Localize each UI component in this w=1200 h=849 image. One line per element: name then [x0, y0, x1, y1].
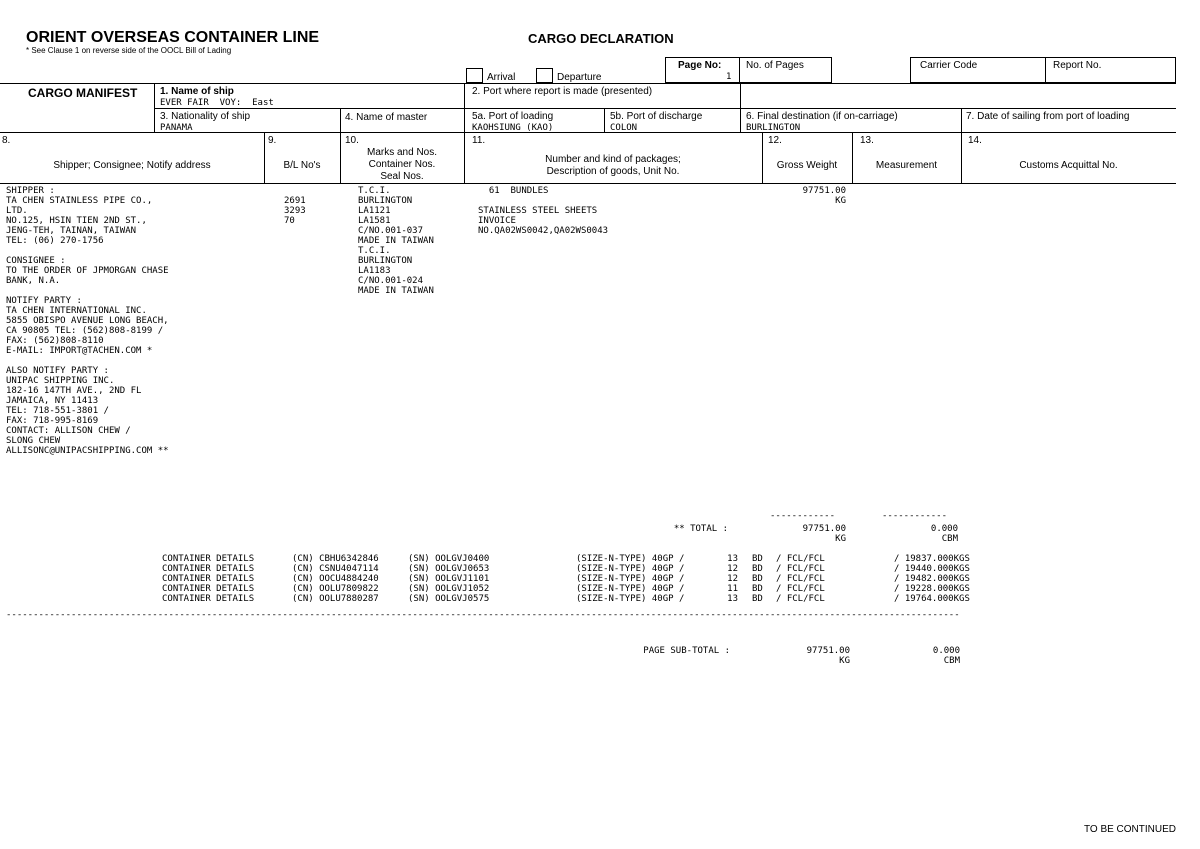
- container-weight: / 19764.000KGS: [894, 594, 970, 604]
- package-count: 13: [727, 554, 738, 564]
- seal-number: (SN) OOLGVJ0653: [408, 564, 490, 574]
- container-number: (CN) OOLU7809822: [292, 584, 379, 594]
- size-type: (SIZE-N-TYPE) 40GP /: [576, 564, 685, 574]
- package-unit: BD: [752, 584, 763, 594]
- carrier-code-label: Carrier Code: [920, 60, 978, 71]
- container-number: (CN) CSNU4047114: [292, 564, 379, 574]
- total-weight-dashes: ------------: [770, 511, 836, 521]
- company-name: ORIENT OVERSEAS CONTAINER LINE: [26, 29, 320, 46]
- container-label: CONTAINER DETAILS: [162, 584, 255, 594]
- package-unit: BD: [752, 564, 763, 574]
- date-sailing-label: 7. Date of sailing from port of loading: [966, 111, 1130, 122]
- col-9-number: 9.: [268, 135, 277, 146]
- port-loading-value: KAOHSIUNG (KAO): [472, 123, 554, 133]
- final-destination-label: 6. Final destination (if on-carriage): [746, 111, 898, 122]
- package-count: 12: [727, 574, 738, 584]
- bl-numbers: 2691 3293 70: [284, 196, 306, 226]
- port-report-label: 2. Port where report is made (presented): [472, 86, 653, 97]
- packages-block: 61 BUNDLES STAINLESS STEEL SHEETS INVOICE NO.QA02WS0042,QA02WS0043: [478, 186, 609, 236]
- col-8-number: 8.: [2, 135, 11, 146]
- seal-number: (SN) OOLGVJ1052: [408, 584, 490, 594]
- total-measure: 0.000: [930, 524, 958, 534]
- col-11-number: 11.: [472, 135, 486, 146]
- port-discharge-label: 5b. Port of discharge: [610, 111, 703, 122]
- col-13-header: Measurement: [875, 160, 938, 171]
- to-be-continued: TO BE CONTINUED: [1083, 824, 1176, 835]
- port-loading-label: 5a. Port of loading: [472, 111, 554, 122]
- package-count: 11: [727, 584, 738, 594]
- col-12-header: Gross Weight: [776, 160, 838, 171]
- subtotal-weight: 97751.00: [806, 646, 850, 656]
- size-type: (SIZE-N-TYPE) 40GP /: [576, 584, 685, 594]
- total-weight: 97751.00: [802, 524, 846, 534]
- container-number: (CN) CBHU6342846: [292, 554, 379, 564]
- total-weight-unit: KG: [835, 534, 846, 544]
- col-13-number: 13.: [860, 135, 874, 146]
- subtotal-label: PAGE SUB-TOTAL :: [643, 646, 730, 656]
- col-10-number: 10.: [345, 135, 359, 146]
- separator-line: --------------------------------------------------------------------------------------------------------------------------------------------------------------------------------: [6, 610, 960, 620]
- col-10-header-line2: Container Nos.: [368, 159, 436, 170]
- ship-name-value: EVER FAIR VOY: East: [160, 98, 274, 108]
- container-number: (CN) OOLU7880287: [292, 594, 379, 604]
- col-11-header-line2: Description of goods, Unit No.: [546, 166, 680, 177]
- subtotal-measure-unit: CBM: [943, 656, 960, 666]
- service-type: / FCL/FCL: [776, 594, 825, 604]
- no-of-pages-label: No. of Pages: [746, 60, 804, 71]
- manifest-title: CARGO MANIFEST: [28, 86, 138, 100]
- seal-number: (SN) OOLGVJ0575: [408, 594, 490, 604]
- container-details: [0, 554, 1200, 610]
- service-type: / FCL/FCL: [776, 584, 825, 594]
- col-8-header: Shipper; Consignee; Notify address: [53, 160, 211, 171]
- master-label: 4. Name of master: [345, 112, 428, 123]
- page-no-value: 1: [726, 72, 732, 82]
- service-type: / FCL/FCL: [776, 554, 825, 564]
- package-unit: BD: [752, 554, 763, 564]
- port-discharge-value: COLON: [610, 123, 638, 133]
- container-number: (CN) OOCU4884240: [292, 574, 379, 584]
- col-14-number: 14.: [968, 135, 982, 146]
- parties-block: SHIPPER : TA CHEN STAINLESS PIPE CO., LTD. NO.125, HSIN TIEN 2ND ST., JENG-TEH, TAINAN, TAIWAN TEL: (06) 270-1756 CONSIGNEE : TO THE ORDER OF JPMORGAN CHASE BANK, N.A. NOTIFY PARTY : TA CHEN INTERNATIONAL INC. 5855 OBISPO AVENUE LONG BEACH, CA 90805 TEL: (562)808-8199 / FAX: (562)808-8110 E-MAIL: IMPORT@TACHEN.COM * ALSO NOTIFY PARTY : UNIPAC SHIPPING INC. 182-16 147TH AVE., 2ND FL JAMAICA, NY 11413 TEL: 718-551-3801 / FAX: 718-995-8169 CONTACT: ALLISON CHEW / SLONG CHEW ALLISONC@UNIPACSHIPPING.COM **: [6, 186, 169, 456]
- report-no-label: Report No.: [1053, 60, 1102, 71]
- final-destination-value: BURLINGTON: [746, 123, 801, 133]
- arrival-checkbox[interactable]: [466, 68, 483, 83]
- total-measure-unit: CBM: [941, 534, 958, 544]
- seal-number: (SN) OOLGVJ1101: [408, 574, 490, 584]
- arrival-label: Arrival: [487, 72, 516, 83]
- seal-number: (SN) OOLGVJ0400: [408, 554, 490, 564]
- col-14-header: Customs Acquittal No.: [1019, 160, 1118, 171]
- nationality-value: PANAMA: [160, 123, 193, 133]
- size-type: (SIZE-N-TYPE) 40GP /: [576, 554, 685, 564]
- container-label: CONTAINER DETAILS: [162, 574, 255, 584]
- container-label: CONTAINER DETAILS: [162, 564, 255, 574]
- departure-label: Departure: [557, 72, 602, 83]
- ship-name-label: 1. Name of ship: [160, 86, 234, 97]
- gross-weight-unit: KG: [835, 196, 846, 206]
- total-measure-dashes: ------------: [882, 511, 948, 521]
- container-label: CONTAINER DETAILS: [162, 554, 255, 564]
- document-title: CARGO DECLARATION: [528, 31, 674, 46]
- package-count: 13: [727, 594, 738, 604]
- col-12-number: 12.: [768, 135, 782, 146]
- gross-weight-value: 97751.00: [802, 186, 846, 196]
- col-11-header-line1: Number and kind of packages;: [545, 154, 681, 165]
- col-10-header-line1: Marks and Nos.: [366, 147, 438, 158]
- package-unit: BD: [752, 594, 763, 604]
- col-10-header-line3: Seal Nos.: [380, 171, 424, 182]
- subtotal-weight-unit: KG: [839, 656, 850, 666]
- container-weight: / 19440.000KGS: [894, 564, 970, 574]
- service-type: / FCL/FCL: [776, 574, 825, 584]
- package-unit: BD: [752, 574, 763, 584]
- total-label: ** TOTAL :: [673, 524, 728, 534]
- page-no-label: Page No:: [678, 60, 722, 71]
- clause-note: * See Clause 1 on reverse side of the OOCL Bill of Lading: [26, 46, 232, 55]
- container-label: CONTAINER DETAILS: [162, 594, 255, 604]
- container-weight: / 19837.000KGS: [894, 554, 970, 564]
- subtotal-measure: 0.000: [932, 646, 960, 656]
- marks-block: T.C.I. BURLINGTON LA1121 LA1581 C/NO.001-037 MADE IN TAIWAN T.C.I. BURLINGTON LA1183 C/NO.001-024 MADE IN TAIWAN: [358, 186, 434, 296]
- container-weight: / 19228.000KGS: [894, 584, 970, 594]
- departure-checkbox[interactable]: [536, 68, 553, 83]
- package-count: 12: [727, 564, 738, 574]
- size-type: (SIZE-N-TYPE) 40GP /: [576, 574, 685, 584]
- col-9-header: B/L No's: [283, 160, 321, 171]
- service-type: / FCL/FCL: [776, 564, 825, 574]
- nationality-label: 3. Nationality of ship: [160, 111, 251, 122]
- size-type: (SIZE-N-TYPE) 40GP /: [576, 594, 685, 604]
- container-weight: / 19482.000KGS: [894, 574, 970, 584]
